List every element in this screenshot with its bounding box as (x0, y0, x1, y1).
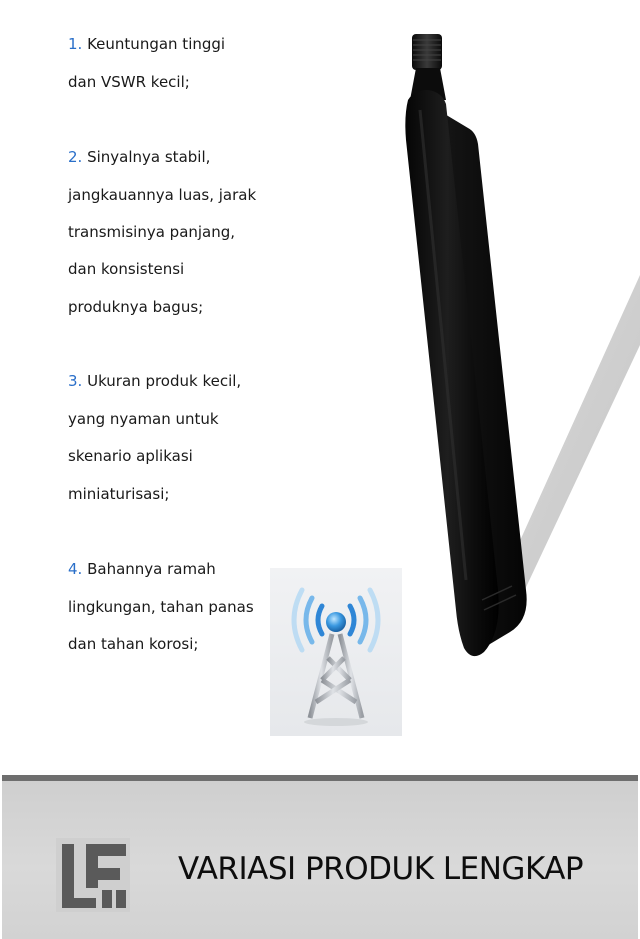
feature-2-line-3: transmisinya panjang, (68, 223, 236, 241)
footer-banner (2, 781, 638, 939)
feature-3-line-4: miniaturisasi; (68, 485, 170, 503)
feature-4-line-1: 4. Bahannya ramah (68, 560, 216, 578)
feature-2-line-5: produknya bagus; (68, 298, 204, 316)
footer-title: VARIASI PRODUK LENGKAP (178, 851, 584, 887)
feature-4-number: 4. (68, 560, 83, 578)
radio-tower-icon (270, 568, 402, 736)
feature-2-line-4: dan konsistensi (68, 260, 185, 278)
brand-logo (56, 838, 130, 912)
feature-2-line-1: 2. Sinyalnya stabil, (68, 148, 211, 166)
feature-4-line-2: lingkungan, tahan panas (68, 598, 254, 616)
feature-3-number: 3. (68, 372, 83, 390)
tower-icon-box (270, 568, 402, 736)
feature-2-number: 2. (68, 148, 83, 166)
feature-2-line-2: jangkauannya luas, jarak (68, 186, 257, 204)
feature-3-line-2: yang nyaman untuk (68, 410, 219, 428)
feature-3-line-3: skenario aplikasi (68, 447, 193, 465)
feature-1-number: 1. (68, 35, 83, 53)
feature-1-line-2: dan VSWR kecil; (68, 73, 190, 91)
feature-3-line-1: 3. Ukuran produk kecil, (68, 372, 242, 390)
feature-4-line-3: dan tahan korosi; (68, 635, 199, 653)
feature-1-line-1: 1. Keuntungan tinggi (68, 35, 226, 53)
antenna-image (380, 20, 640, 680)
